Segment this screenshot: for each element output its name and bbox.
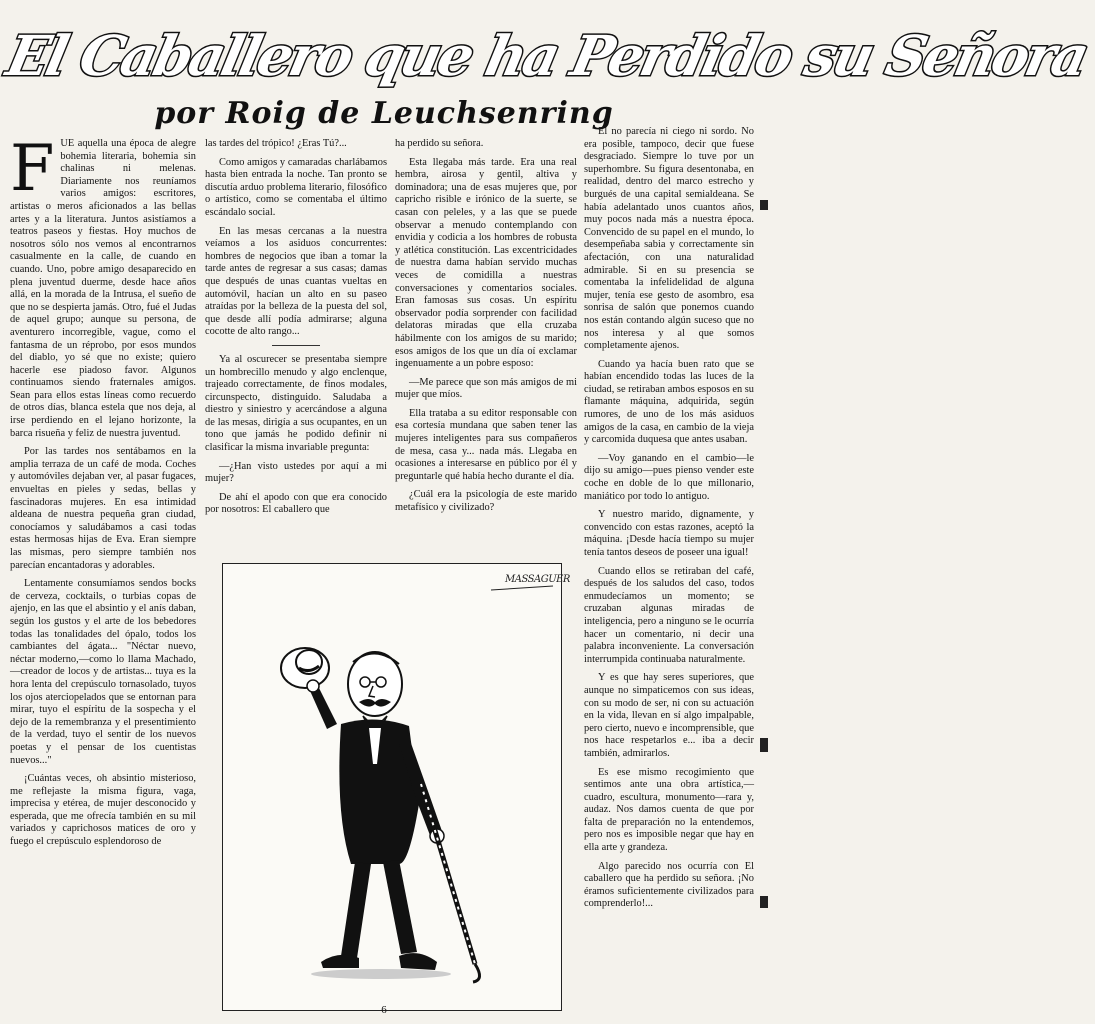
paragraph: Ya al oscurecer se presentaba siempre un hombrecillo menudo y algo enclenque, trajeado correctamente, de finos modales, circunspecto, distinguido. Saludaba a diestro y siniestro y acercándose a alguna de las mesas, dirigía a sus ocupantes, en un tono que jamás he podido definir ni clasificar la misma invariable pregunta: [205, 353, 387, 454]
artist-signature: MASSAGUER [505, 574, 570, 585]
caricature-illustration [222, 563, 570, 1011]
paragraph: —¿Han visto ustedes por aquí a mi mujer? [205, 460, 387, 485]
paragraph: Como amigos y camaradas charlábamos hasta bien entrada la noche. Tan pronto se discutía arduo problema literario, filosófico o artístico, como se comentaba el último escándalo social. [205, 156, 387, 218]
article-byline: por Roig de Leuchsenring [154, 96, 614, 131]
paragraph: Ella trataba a su editor responsable con esa cortesía mundana que saben tener las mujeres inteligentes para sus compañeros de mesa, casa y... nada más. Llegaba en ocasiones a interesarse en público por él y preguntarle qué había hecho durante el día. [395, 407, 577, 482]
paragraph: Por las tardes nos sentábamos en la amplia terraza de un café de moda. Coches y automóviles dejaban ver, al pasar fugaces, envueltas en pieles y sedas, bellas y fascinadoras mujeres. En esa intimidad aldeana de nuestra pequeña gran ciudad, conocíamos y saludábamos a casi todas estas hermosas hijas de Eva. Eran siempre las mismas, pero siempre también nos parecían encantadoras y adorables. [10, 446, 196, 571]
gentleman-caricature [223, 564, 561, 1010]
paragraph: —Voy ganando en el cambio—le dijo su amigo—pues pienso vender este coche en doble de lo que millonario, maniático por todo lo antiguo. [584, 452, 754, 502]
paragraph: Y es que hay seres superiores, que aunque no simpaticemos con sus ideas, con su modo de ser, ni con su actuación en la vida, llevan en sí algo impalpable, pero cierto, nuevo e incomprensible, que nos hace respetarlos e... iba a decir también, admirarlos. [584, 672, 754, 759]
paragraph: ha perdido su señora. [395, 138, 484, 149]
paragraph: Algo parecido nos ocurría con El caballero que ha perdido su señora. ¡No éramos suficientemente civilizados para comprenderlo!... [584, 860, 754, 910]
text-column-4 [584, 126, 754, 1006]
page-edge-mark [760, 200, 768, 210]
paragraph: Es ese mismo recogimiento que sentimos ante una obra artística,—cuadro, escultura, monumento—rara y, audaz. Nos damos cuenta de que por falta de preparación no la entendemos, pero nos es imposible negar que hay en ella arte y grandeza. [584, 766, 754, 854]
text-column-1 [10, 132, 196, 1000]
section-divider [272, 345, 320, 346]
drop-cap: F [10, 132, 55, 206]
paragraph: Y nuestro marido, dignamente, y convencido con estas razones, aceptó la máquina. ¡Desde hacía tiempo su mujer tenía tantos deseos de poseer una igual! [584, 509, 754, 558]
paragraph: —Me parece que son más amigos de mi mujer que míos. [395, 376, 577, 401]
paragraph: Lentamente consumíamos sendos bocks de cerveza, cocktails, o turbias copas de ajenjo, en las que el absintio y el anís daban, según los gustos y el arte de los bebedores todas las tonalidades del ópalo, todos los cambiantes del ágata... "Néctar nuevo, néctar moderno,—como lo llama Machado,—creador de locos y de artistas... tuya es la hora lenta del crepúsculo tornasolado, tuyos los ojos aterciopelados que se entornan para mirar, tuyo el espíritu de la sospecha y el dejo de la remembranza y el presentimiento de la verdad, tuyo el sentir de los nuevos poetas y el pensar de los cuentistas nuevos..." [10, 578, 196, 766]
paragraph: De ahí el apodo con que era conocido por nosotros: El caballero que [205, 491, 387, 516]
paragraph: Esta llegaba más tarde. Era una real hembra, airosa y gentil, altiva y dominadora; una de esas mujeres que, por capricho risible e irónico de la suerte, se casan con peleles, y a las que se puede observar a menudo contemplando con envidia y codicia a los hombres de robusta y atlética constitución. Las excentricidades de nuestra dama habían servido muchas veces de comidilla a nuestras conversaciones y comentarios sociales. Eran famosas sus cosas. Un espíritu observador podía sorprender con facilidad delatoras miradas que ella cruzaba hábilmente con los amigos de su marido; esos amigos de los que un día oí exclamar ingenuamente a un pobre esposo: [395, 156, 577, 370]
paragraph: FUE aquella una época de alegre bohemia literaria, bohemia sin chalinas ni melenas. Diariamente nos reuníamos varios amigos: escritores, artistas o meros aficionados a las bellas artes y a la literatura. Juntos asistíamos a teatros paseos y fiestas. Hoy muchos de nosotros sólo nos vemos al encontrarnos casualmente en la calle, de cuando en cuando. Uno, pobre amigo desaparecido en plena juventud duerme, desde hace años allá, en la morada de la Intrusa, el sueño de que no se despierta jamás. Otro, fué el Judas de aquel grupo; aunque su persona, de aventurero incorregible, vague, como el fantasma de un réprobo, por esos mundos del diablo, yo sé que no existe; quiero hacerle ese piadoso favor. Algunos continuamos siendo fraternales amigos. Sean para ellos estas líneas como recuerdo de otros días, blanca estela que nos deja, al irse perdiendo en el lejano horizonte, la barca risueña y feliz de nuestra juventud. [10, 132, 196, 439]
page-number: 6 [381, 1004, 387, 1016]
paragraph: En las mesas cercanas a la nuestra veíamos a los asiduos concurrentes: hombres de negocios que iban a tomar la tarde antes de regresar a sus casas; damas que después de unas cuantas vueltas en automóvil, hacían un alto en su paseo atraídas por la belleza de la puesta del sol, que desde allí podía admirarse; alguna cocotte de alto rango... [205, 225, 387, 338]
article-title: El Caballero que ha Perdido su Señora [1, 23, 1093, 88]
paragraph: Cuando ya hacía buen rato que se habían encendido todas las luces de la ciudad, se retiraban ambos esposos en su flamante máquina, adquirida, según rumores, de uno de los más asiduos amigos de la casa, en cambio de la vieja y carcomida duquesa que antes usaban. [584, 358, 754, 446]
page-edge-mark [760, 738, 768, 752]
paragraph: ¡Cuántas veces, oh absintio misterioso, me reflejaste la misma figura, vaga, imprecisa y etérea, de mujer desconocido y esperada, que me ofrecía también en su mil variados y caprichosos matices de oro y fuego el crepúsculo esplendoroso de [10, 773, 196, 848]
paragraph: ¿Cuál era la psicología de este marido metafísico y civilizado? [395, 489, 577, 514]
paragraph: las tardes del trópico! ¿Eras Tú?... [205, 138, 347, 149]
page-edge-mark [760, 896, 768, 908]
text-column-2 [205, 138, 387, 558]
paragraph: Cuando ellos se retiraban del café, después de los saludos del caso, todos enmudecíamos un momento; se cruzaban algunas miradas de inteligencia, pero a ninguno se le ocurría hacer un comentario, ni decir una palabra inconveniente. La conversación interrumpida continuaba naturalmente. [584, 565, 754, 665]
text-column-3 [395, 138, 577, 558]
paragraph: El no parecía ni ciego ni sordo. No era posible, tampoco, decir que fuese desgraciado. Siempre lo tuve por un superhombre. Su figura desentonaba, en realidad, dentro del marco estrecho y burgués de una capital semialdeana. Se había adelantado unos cuantos años, muy pocos nada más a nuestra época. Convencido de su papel en el mundo, lo desempeñaba sabia y correctamente sin afectación, con una naturalidad admirable. Si en su presencia se comentaba la infelidelidad de alguna mujer, tenía ese gesto de asombro, esa sonrisa de salón que ponemos cuando nos están contando algún suceso que no nos interesa y al que somos completamente ajenos. [584, 126, 754, 352]
